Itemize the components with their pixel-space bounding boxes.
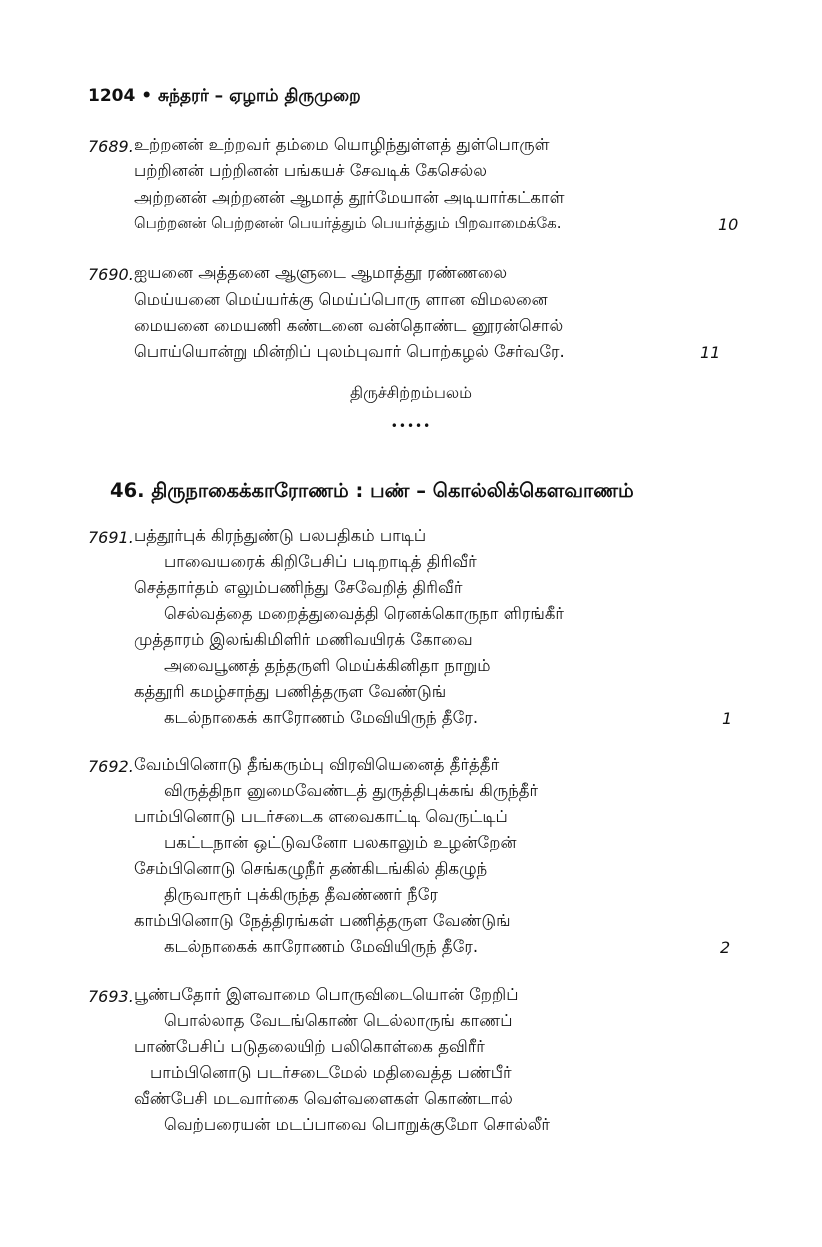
verse-line: பூண்பதோர் இளவாமை பொருவிடையொன் றேறிப் (134, 985, 519, 1004)
verse-line: திருவாரூர் புக்கிருந்த தீவண்ணர் நீரே (164, 885, 438, 904)
verse-line: அவைபூணத் தந்தருளி மெய்க்கினிதா நாறும் (164, 656, 491, 675)
verse-line: பாம்பினொடு படர்சடைக ளவைகாட்டி வெருட்டிப் (134, 807, 508, 826)
verse-count: 10 (718, 215, 739, 234)
verse-line: ஐயனை அத்தனை ஆளுடை ஆமாத்தூ ரண்ணலை (134, 263, 508, 282)
verse-line: விருத்திநா னுமைவேண்டத் துருத்திபுக்கங் கிருந்தீர் (164, 781, 539, 800)
verse-count: 2 (720, 938, 731, 957)
verse-number: 7692. (88, 757, 134, 776)
verse-line: கத்தூரி கமழ்சாந்து பணித்தருள வேண்டுங் (134, 682, 447, 701)
running-title: • சுந்தரர் – ஏழாம் திருமுறை (141, 86, 361, 106)
separator-ornament: ••••• (390, 419, 432, 433)
verse-line: மெய்யனை மெய்யர்க்கு மெய்ப்பொரு ளான விமலனை (134, 290, 548, 309)
verse-line: பொல்லாத வேடங்கொண் டெல்லாருங் காணப் (164, 1011, 513, 1030)
verse-line: சேம்பினொடு செங்கழுநீர் தண்கிடங்கில் திகழுந் (134, 859, 488, 878)
verse-number: 7689. (88, 137, 134, 156)
verse-line: பெற்றனன் பெற்றனன் பெயர்த்தும் பெயர்த்தும் பிறவாமைக்கே. (134, 214, 562, 232)
verse-line: அற்றனன் அற்றனன் ஆமாத் தூர்மேயான் அடியார்கட்காள் (134, 188, 565, 207)
closing-text: திருச்சிற்றம்பலம் (349, 383, 473, 402)
section-title: 46. திருநாகைக்காரோணம் : பண் – கொல்லிக்கௌவாணம் (110, 479, 634, 502)
verse-count: 11 (700, 343, 721, 362)
verse-line: செத்தார்தம் எலும்பணிந்து சேவேறித் திரிவீர் (134, 578, 463, 597)
verse-line: முத்தாரம் இலங்கிமிளிர் மணிவயிரக் கோவை (134, 630, 473, 649)
verse-line: வெற்பரையன் மடப்பாவை பொறுக்குமோ சொல்லீர் (164, 1115, 551, 1134)
verse-line: பொய்யொன்று மின்றிப் புலம்புவார் பொற்கழல் சேர்வரே. (134, 342, 565, 361)
verse-line: பத்தூர்புக் கிரந்துண்டு பலபதிகம் பாடிப் (134, 526, 427, 545)
verse-number: 7693. (88, 987, 134, 1006)
verse-line: கடல்நாகைக் காரோணம் மேவியிருந் தீரே. (164, 937, 479, 956)
verse-line: பகட்டநான் ஒட்டுவனோ பலகாலும் உழன்றேன் (164, 833, 517, 852)
verse-line: பாண்பேசிப் படுதலையிற் பலிகொள்கை தவிரீர் (134, 1037, 485, 1056)
running-header (88, 86, 361, 108)
verse-line: பாவையரைக் கிறிபேசிப் படிறாடித் திரிவீர் (164, 552, 477, 571)
verse-line: காம்பினொடு நேத்திரங்கள் பணித்தருள வேண்டுங் (134, 911, 511, 930)
verse-number: 7690. (88, 265, 134, 284)
verse-line: வீண்பேசி மடவார்கை வெள்வளைகள் கொண்டால் (134, 1089, 513, 1108)
verse-line: பற்றினன் பற்றினன் பங்கயச் சேவடிக் கேசெல்ல (134, 161, 487, 180)
verse-line: மையனை மையணி கண்டனை வன்தொண்ட னூரன்சொல் (134, 316, 564, 335)
page-number: 1204 (88, 86, 136, 106)
verse-count: 1 (722, 709, 733, 728)
verse-line: உற்றனன் உற்றவர் தம்மை யொழிந்துள்ளத் துள்பொருள் (134, 135, 550, 154)
verse-number: 7691. (88, 528, 134, 547)
verse-line: வேம்பினொடு தீங்கரும்பு விரவியெனைத் தீர்த்தீர் (134, 755, 500, 774)
verse-line: செல்வத்தை மறைத்துவைத்தி ரெனக்கொருநா ளிரங்கீர் (164, 604, 564, 623)
verse-line: கடல்நாகைக் காரோணம் மேவியிருந் தீரே. (164, 708, 479, 727)
verse-line: பாம்பினொடு படர்சடைமேல் மதிவைத்த பண்பீர் (150, 1063, 512, 1082)
